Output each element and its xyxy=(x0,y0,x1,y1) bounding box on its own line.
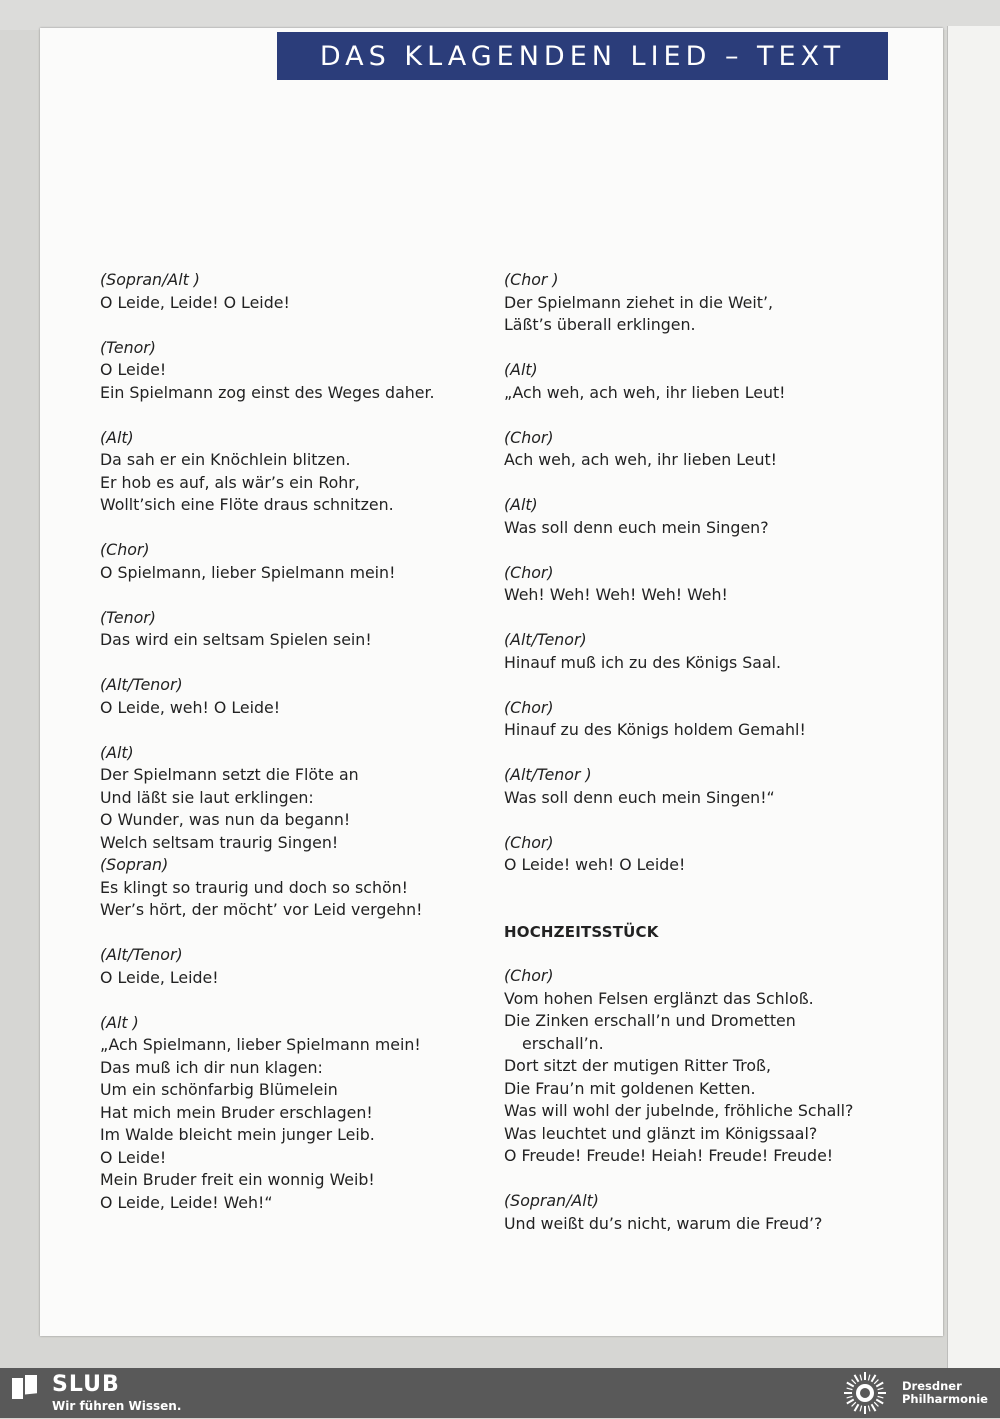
stanza xyxy=(100,607,500,652)
lyric-line: Da sah er ein Knöchlein blitzen. xyxy=(100,450,351,469)
voice-label: (Tenor) xyxy=(100,607,156,627)
stanza xyxy=(504,562,904,607)
stanza xyxy=(504,697,904,742)
page-header-title: DAS KLAGENDEN LIED – TEXT xyxy=(277,32,888,80)
voice-label: (Sopran/Alt ) xyxy=(100,270,200,289)
lyric-line: Im Walde bleicht mein junger Leib. xyxy=(100,1125,375,1144)
scan-background-top xyxy=(0,0,1000,30)
lyric-line: Das muß ich dir nun klagen: xyxy=(100,1057,323,1077)
voice-label: (Chor) xyxy=(504,697,554,717)
lyric-line: Der Spielmann ziehet in die Weit’, xyxy=(504,292,774,312)
stanza xyxy=(504,427,904,472)
lyric-line: Welch seltsam traurig Singen! xyxy=(100,832,339,852)
voice-label: (Alt/Tenor) xyxy=(504,630,587,649)
lyric-line: „Ach weh, ach weh, ihr lieben Leut! xyxy=(504,382,786,402)
voice-label: (Alt) xyxy=(504,495,538,514)
voice-label: (Alt/Tenor ) xyxy=(504,765,592,784)
lyric-line: O Leide, Leide! xyxy=(100,967,219,987)
lyric-line: Was soll denn euch mein Singen? xyxy=(504,517,769,537)
stanza xyxy=(504,269,904,337)
stanza xyxy=(100,674,500,719)
slub-book-icon[interactable] xyxy=(11,1375,39,1401)
lyric-line: erschall’n. xyxy=(522,1033,604,1053)
lyric-line: O Leide, weh! O Leide! xyxy=(100,697,281,717)
lyric-line: Ach weh, ach weh, ihr lieben Leut! xyxy=(504,450,778,469)
voice-label: (Alt) xyxy=(100,427,134,447)
lyric-line: O Leide! xyxy=(100,360,167,379)
stanza xyxy=(100,427,500,517)
lyric-line: Um ein schönfarbig Blümelein xyxy=(100,1080,338,1099)
voice-label: (Alt/Tenor) xyxy=(100,945,183,964)
stanza xyxy=(100,337,500,405)
voice-label: (Alt ) xyxy=(100,1012,139,1032)
voice-label: (Chor) xyxy=(504,562,554,582)
stanza xyxy=(504,629,904,674)
lyric-line: Ein Spielmann zog einst des Weges daher. xyxy=(100,382,435,402)
lyric-line: Wollt’sich eine Flöte draus schnitzen. xyxy=(100,495,394,514)
stanza xyxy=(100,944,500,989)
lyric-line: Hinauf zu des Königs holdem Gemahl! xyxy=(504,720,806,739)
lyric-line: Er hob es auf, als wär’s ein Rohr, xyxy=(100,472,360,492)
lyric-line: Die Zinken erschall’n und Drometten xyxy=(504,1011,796,1030)
stanza xyxy=(100,1012,500,1215)
lyric-line: Der Spielmann setzt die Flöte an xyxy=(100,765,359,784)
lyric-line: O Spielmann, lieber Spielmann mein! xyxy=(100,562,396,582)
voice-label: (Chor ) xyxy=(504,270,559,289)
voice-label: (Tenor) xyxy=(100,337,156,357)
lyric-line: Wer’s hört, der möcht’ vor Leid vergehn! xyxy=(100,900,423,919)
lyric-line: Vom hohen Felsen erglänzt das Schloß. xyxy=(504,988,814,1008)
lyric-line: Die Frau’n mit goldenen Ketten. xyxy=(504,1078,756,1098)
stanza xyxy=(504,494,904,539)
stanza xyxy=(100,854,500,922)
lyric-line: O Leide! xyxy=(100,1147,167,1167)
lyrics-left-column xyxy=(100,269,500,1237)
lyric-line: O Freude! Freude! Heiah! Freude! Freude! xyxy=(504,1146,834,1165)
partner-name-line: Dresdner xyxy=(902,1379,962,1393)
partner-name[interactable] xyxy=(902,1380,988,1406)
stanza xyxy=(100,539,500,584)
voice-label: (Alt) xyxy=(504,360,538,379)
voice-label: (Chor) xyxy=(504,427,554,447)
lyric-line: Es klingt so traurig und doch so schön! xyxy=(100,877,408,897)
lyric-line: O Wunder, was nun da begann! xyxy=(100,810,351,829)
voice-label: (Sopran/Alt) xyxy=(504,1191,599,1210)
lyric-line: Hat mich mein Bruder erschlagen! xyxy=(100,1102,373,1122)
stanza xyxy=(504,764,904,809)
lyrics-right-column xyxy=(504,269,904,1258)
lyric-line: O Leide, Leide! Weh!“ xyxy=(100,1192,273,1212)
lyric-line: Das wird ein seltsam Spielen sein! xyxy=(100,630,372,649)
philharmonie-logo-icon[interactable] xyxy=(842,1371,888,1415)
lyric-line: Was soll denn euch mein Singen!“ xyxy=(504,787,775,807)
lyric-line: O Leide! weh! O Leide! xyxy=(504,855,686,874)
lyric-line: Und weißt du’s nicht, warum die Freud’? xyxy=(504,1213,823,1233)
lyric-line: Dort sitzt der mutigen Ritter Troß, xyxy=(504,1056,771,1075)
lyric-line: O Leide, Leide! O Leide! xyxy=(100,292,290,312)
voice-label: (Alt) xyxy=(100,742,134,762)
lyric-line: Hinauf muß ich zu des Königs Saal. xyxy=(504,652,782,672)
stanza xyxy=(504,832,904,877)
lyric-line: Was leuchtet und glänzt im Königssaal? xyxy=(504,1123,818,1143)
stanza xyxy=(100,742,500,855)
voice-label: (Chor) xyxy=(100,540,150,559)
stanza xyxy=(504,1190,904,1235)
library-name[interactable]: SLUB xyxy=(52,1372,120,1397)
lyric-line: Mein Bruder freit ein wonnig Weib! xyxy=(100,1170,375,1189)
digitization-footer xyxy=(0,1368,1000,1418)
lyric-line: Und läßt sie laut erklingen: xyxy=(100,787,314,807)
section-heading: HOCHZEITSSTÜCK xyxy=(504,922,659,941)
stanza xyxy=(100,269,500,314)
voice-label: (Alt/Tenor) xyxy=(100,675,183,694)
voice-label: (Sopran) xyxy=(100,855,169,874)
library-tagline: Wir führen Wissen. xyxy=(52,1399,182,1413)
lyric-line: „Ach Spielmann, lieber Spielmann mein! xyxy=(100,1035,421,1054)
lyric-line: Weh! Weh! Weh! Weh! Weh! xyxy=(504,585,728,604)
voice-label: (Chor) xyxy=(504,832,554,852)
facing-page-edge xyxy=(947,26,1000,1368)
stanza xyxy=(504,965,904,1168)
lyric-line: Was will wohl der jubelnde, fröhliche Schall? xyxy=(504,1101,854,1120)
stanza xyxy=(504,359,904,404)
partner-name-line: Philharmonie xyxy=(902,1392,988,1406)
lyric-line: Läßt’s überall erklingen. xyxy=(504,315,696,334)
voice-label: (Chor) xyxy=(504,966,554,985)
